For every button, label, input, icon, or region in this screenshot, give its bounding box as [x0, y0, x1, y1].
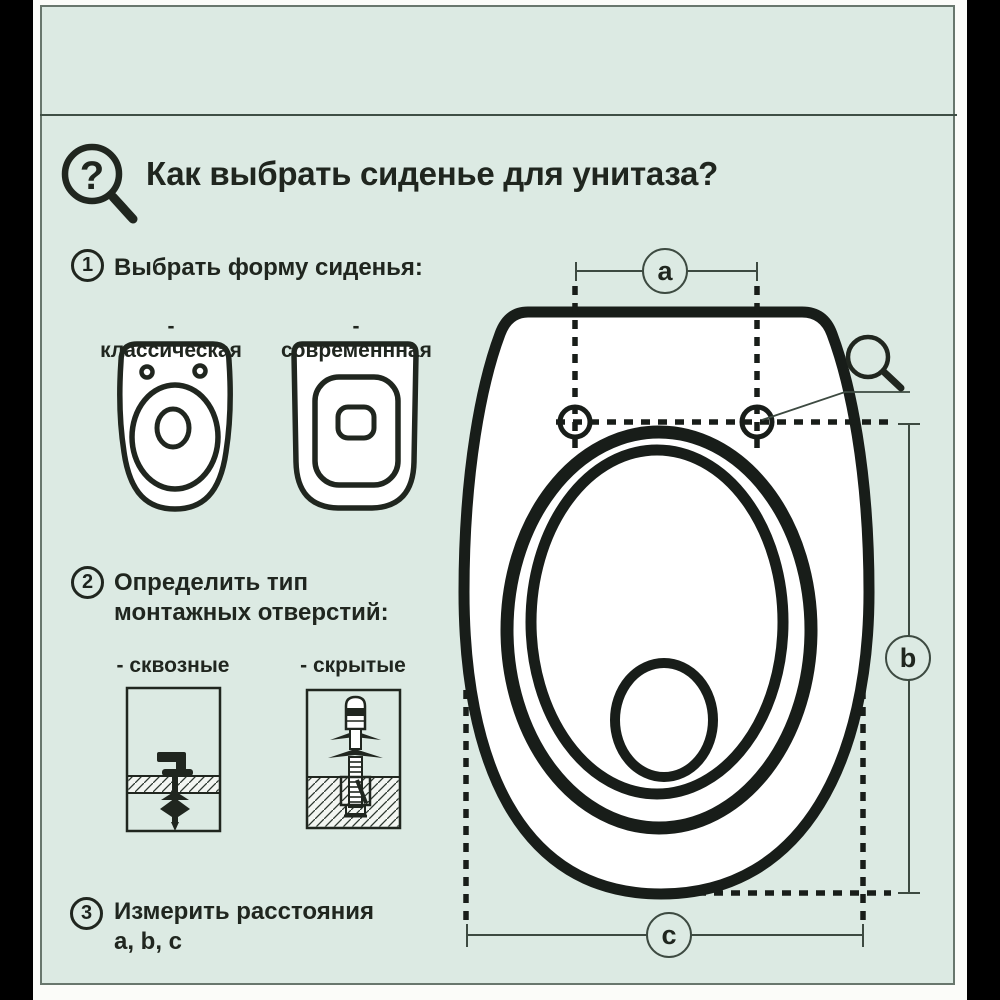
step-3-badge	[70, 897, 103, 930]
shape-label-classic: - классическая	[100, 315, 242, 362]
hinge-dot-right	[195, 366, 206, 377]
hidden-hole-drawing	[307, 690, 400, 828]
classic-seat-drawing	[120, 344, 230, 509]
step-2-text: Определить тип монтажных отверстий:	[114, 569, 389, 626]
step-3-text: Измерить расстояния a, b, c	[114, 898, 375, 955]
step-1-number: 1	[81, 254, 94, 276]
step-1-text: Выбрать форму сиденья:	[114, 254, 423, 281]
hole-label-through: - сквозные	[116, 654, 230, 677]
toilet-seat-diagram	[464, 312, 869, 894]
question-glyph: ?	[79, 154, 105, 198]
step-2-badge	[71, 566, 104, 599]
step-3-number: 3	[80, 902, 93, 924]
dimension-a-label: a	[642, 248, 688, 294]
hinge-dot-left	[142, 367, 153, 378]
page-title: Как выбрать сиденье для унитаза?	[146, 155, 718, 192]
through-hole-drawing	[127, 688, 220, 831]
magnifier-question-icon	[65, 147, 133, 219]
modern-seat-drawing	[294, 344, 416, 508]
shape-label-modern: - современнная	[281, 315, 432, 362]
dimension-c-label: c	[646, 912, 692, 958]
step-2-number: 2	[81, 571, 94, 593]
step-1-badge	[71, 249, 104, 282]
hole-label-hidden: - скрытые	[300, 654, 406, 677]
dimension-b-label: b	[885, 635, 931, 681]
zoom-magnifier-icon	[848, 337, 901, 388]
